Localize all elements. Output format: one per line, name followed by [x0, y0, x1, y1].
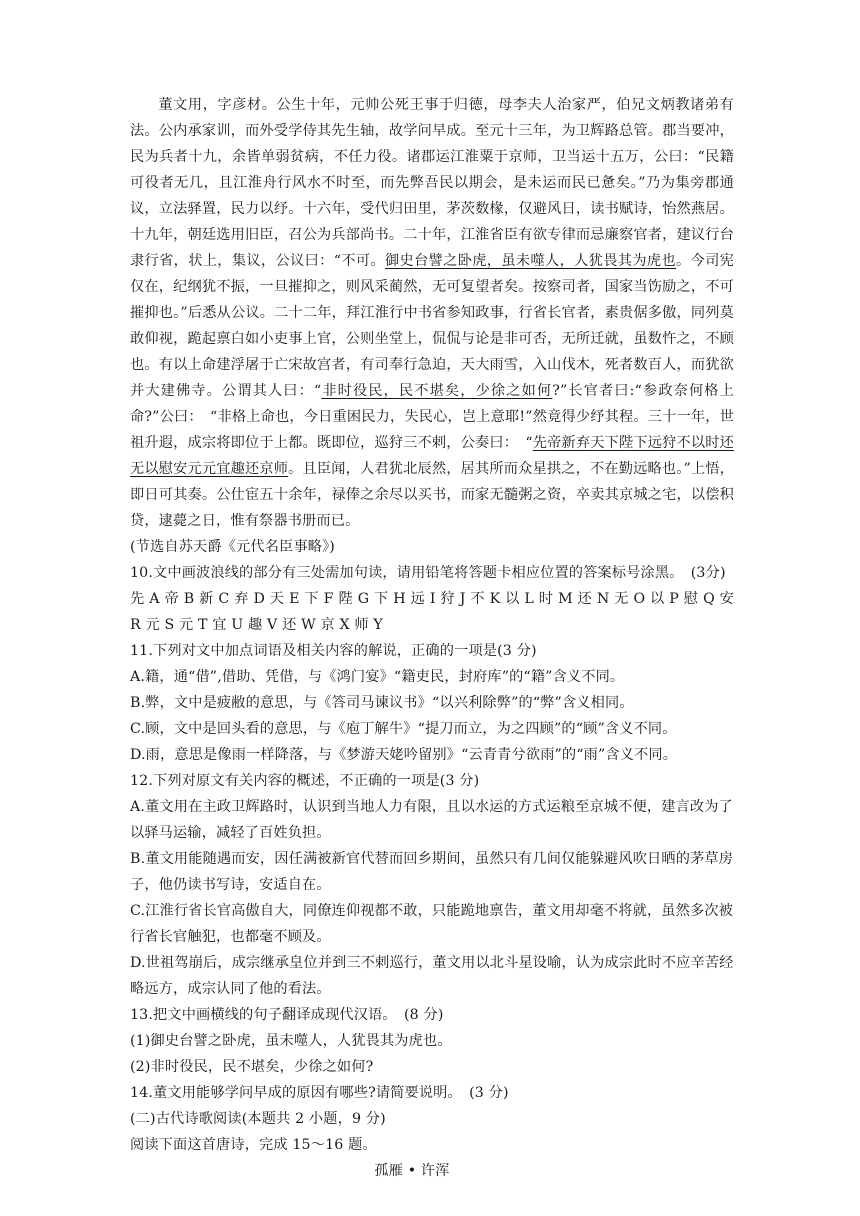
section-2-intro: 阅读下面这首唐诗，完成 15～16 题。 [130, 1137, 377, 1153]
question-12-stem: 12.下列对原文有关内容的概述，不正确的一项是(3 分) [130, 773, 480, 789]
question-14-stem: 14.董文用能够学问早成的原因有哪些?请简要说明。 (3 分) [130, 1085, 509, 1101]
passage-part-2: 。今司宪仅在，纪纲犹不振，一旦摧抑之，则风采蔺然，无可复望者矣。按察司者，国家当饬励之，不可摧抑也。”后悉从公议。二十二年，拜江淮行中书省参知政事，行省长官者，素贵倨多傲，同列莫敢仰视，跪起禀白如小吏事上官，公则坐堂上，侃侃与论是非可否，无所迁就，虽数忤之，不顾也。有以上命建浮屠于亡宋故宫者，有司奉行急迫，天大雨雪，入山伐木，死者数百人，而犹欲并大建佛寺。公谓其人曰：“ [130, 253, 734, 399]
question-12-option-b: B.董文用能随遇而安，因任满被新官代替而回乡期间，虽然只有几间仅能躲避风吹日晒的茅草房子，他仍读书写诗，安适自在。 [130, 851, 734, 893]
wavy-underlined-sentence: 先帝新弃天下陛下远狩不以时还无以慰安元元宜趣还京师 [130, 435, 734, 477]
exam-content [130, 92, 734, 1184]
passage-source: (节选自苏天爵《元代名臣事略》) [130, 539, 335, 555]
passage-part-1: 董文用，字彦材。公生十年，元帅公死王事于归德，母李夫人治家严，伯兄文炳教诸弟有法。公内承家训，而外受学侍其先生轴，故学问早成。至元十三年，为卫辉路总管。郡当要冲，民为兵者十九，余皆单弱贫病，不任力役。诸郡运江淮粟于京师，卫当运十五万，公曰：“民籍可役者无几，且江淮舟行风水不时至，而先弊吾民以期会，是未运而民已惫矣。”乃为集旁郡通议，立法驿置，民力以纾。十六年，受代归田里，茅茨数椽，仅避风日，读书赋诗，怡然燕居。十九年，朝廷选用旧臣，召公为兵部尚书。二十年，江淮省臣有欲专律而忌廉察官者，建议行台隶行省，状上，集议，公议曰：“不可。 [130, 97, 734, 269]
question-12-option-a: A.董文用在主政卫辉路时，认识到当地人力有限，且以水运的方式运粮至京城不便，建言改为了以驿马运输，减轻了百姓负担。 [130, 799, 733, 841]
underlined-sentence-1: 御史台譬之卧虎，虽未噬人，人犹畏其为虎也 [384, 253, 676, 269]
question-12-option-d: D.世祖驾崩后，成宗继承皇位并到三不剌巡行，董文用以北斗星设喻，认为成宗此时不应辛苦经略远方，成宗认同了他的看法。 [130, 955, 734, 997]
question-12-option-c: C.江淮行省长官高傲自大，同僚连仰视都不敢，只能跪地禀告，董文用却毫不将就，虽然多次被行省长官触犯，也都毫不顾及。 [130, 903, 733, 945]
underlined-sentence-2: 非时役民，民不堪矣，少徐之如何 [321, 383, 553, 399]
question-10-options: 先 A 帝 B 新 C 弃 D 天 E 下 F 陛 G 下 H 远 I 狩 J 不 K 以 L 时 M 还 N 无 O 以 P 慰 Q 安 R 元 S 元 T 宜 U 趣 V 还 W 京 X 师 Y [130, 591, 734, 633]
question-11-option-b: B.弊，文中是疲敝的意思，与《答司马谏议书》“以兴利除弊”的“弊”含义相同。 [130, 695, 634, 711]
question-13-sentence-2: (2)非时役民，民不堪矣，少徐之如何? [130, 1059, 374, 1075]
classical-passage [130, 92, 734, 534]
question-11-option-c: C.顾，文中是回头看的意思，与《庖丁解牛》“提刀而立，为之四顾”的“顾”含义不同。 [130, 721, 677, 737]
poem-title: 孤雁 • 许浑 [374, 1163, 450, 1179]
question-11-option-d: D.雨，意思是像雨一样降落，与《梦游天姥吟留别》“云青青兮欲雨”的“雨”含义不同。 [130, 747, 678, 763]
passage-part-4: 。且臣闻，人君犹北辰然，居其所而众星拱之，不在勤远略也。”上悟，即日可其奏。公仕宦五十余年，禄俸之余尽以买书，而家无髓粥之资，卒卖其京城之宅，以偿积贷，逮薨之日，惟有祭器书册而已。 [130, 461, 734, 529]
question-13-sentence-1: (1)御史台譬之卧虎，虽未噬人，人犹畏其为虎也。 [130, 1033, 452, 1049]
question-11-stem: 11.下列对文中加点词语及相关内容的解说，正确的一项是(3 分) [130, 643, 537, 659]
question-11-option-a: A.籍，通“借”,借助、凭借，与《鸿门宴》“籍吏民，封府库”的“籍”含义不同。 [130, 669, 625, 685]
question-13-stem: 13.把文中画横线的句子翻译成现代汉语。 (8 分) [130, 1007, 444, 1023]
passage-part-3: ?”长官者曰:“参政奈何格上命?”公曰： “非格上命也，今日重困民力，失民心，岂上意耶!”然竟得少纾其程。三十一年，世祖升遐，成宗将即位于上都。既即位，巡狩三不剌，公奏曰： “ [130, 383, 734, 451]
section-2-heading: (二)古代诗歌阅读(本题共 2 小题，9 分) [130, 1111, 386, 1127]
question-10-stem: 10.文中画波浪线的部分有三处需加句读，请用铅笔将答题卡相应位置的答案标号涂黑。 (3分) [130, 565, 726, 581]
